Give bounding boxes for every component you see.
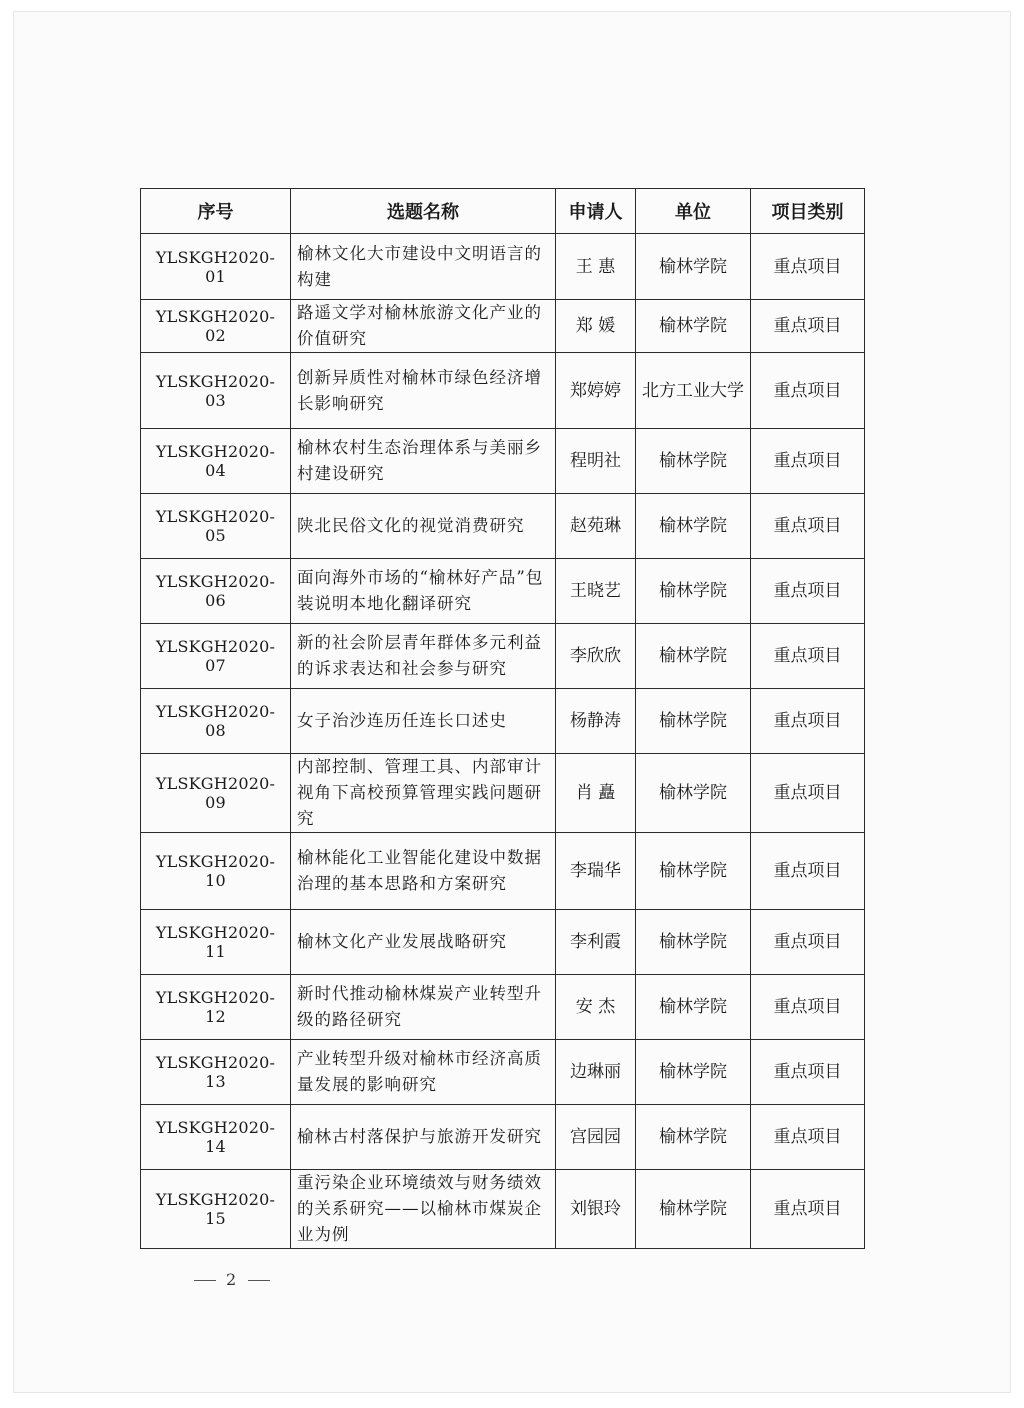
table-row [141, 1040, 865, 1105]
row-unit: 北方工业大学 [636, 353, 751, 429]
row-unit: 榆林学院 [636, 624, 751, 689]
row-applicant: 肖 矗 [556, 754, 636, 833]
row-id: YLSKGH2020-01 [141, 234, 291, 300]
row-unit: 榆林学院 [636, 910, 751, 975]
row-id: YLSKGH2020-09 [141, 754, 291, 833]
row-title: 陕北民俗文化的视觉消费研究 [291, 494, 556, 559]
row-id: YLSKGH2020-11 [141, 910, 291, 975]
row-type: 重点项目 [751, 353, 865, 429]
row-id: YLSKGH2020-07 [141, 624, 291, 689]
footer-dash-left [194, 1280, 216, 1281]
row-type: 重点项目 [751, 559, 865, 624]
table-row [141, 300, 865, 353]
row-id: YLSKGH2020-05 [141, 494, 291, 559]
row-title: 产业转型升级对榆林市经济高质量发展的影响研究 [291, 1040, 556, 1105]
row-type: 重点项目 [751, 1170, 865, 1249]
table-row [141, 754, 865, 833]
row-applicant: 边琳丽 [556, 1040, 636, 1105]
row-id: YLSKGH2020-13 [141, 1040, 291, 1105]
row-applicant: 王 惠 [556, 234, 636, 300]
row-id: YLSKGH2020-12 [141, 975, 291, 1040]
row-applicant: 杨静涛 [556, 689, 636, 754]
row-type: 重点项目 [751, 689, 865, 754]
row-unit: 榆林学院 [636, 833, 751, 910]
row-id: YLSKGH2020-02 [141, 300, 291, 353]
row-title: 榆林农村生态治理体系与美丽乡村建设研究 [291, 429, 556, 494]
row-title: 新时代推动榆林煤炭产业转型升级的路径研究 [291, 975, 556, 1040]
row-type: 重点项目 [751, 494, 865, 559]
row-id: YLSKGH2020-10 [141, 833, 291, 910]
header-unit: 单位 [636, 189, 751, 234]
header-type: 项目类别 [751, 189, 865, 234]
table-row [141, 910, 865, 975]
table-row [141, 429, 865, 494]
row-unit: 榆林学院 [636, 754, 751, 833]
row-applicant: 赵苑琳 [556, 494, 636, 559]
row-type: 重点项目 [751, 300, 865, 353]
header-applicant: 申请人 [556, 189, 636, 234]
table-row [141, 689, 865, 754]
row-type: 重点项目 [751, 754, 865, 833]
footer-dash-right [248, 1280, 270, 1281]
row-unit: 榆林学院 [636, 234, 751, 300]
row-applicant: 刘银玲 [556, 1170, 636, 1249]
table-row [141, 833, 865, 910]
row-applicant: 安 杰 [556, 975, 636, 1040]
project-table [140, 188, 865, 1249]
row-type: 重点项目 [751, 975, 865, 1040]
row-title: 女子治沙连历任连长口述史 [291, 689, 556, 754]
table-row [141, 559, 865, 624]
row-applicant: 李瑞华 [556, 833, 636, 910]
row-type: 重点项目 [751, 833, 865, 910]
row-applicant: 李欣欣 [556, 624, 636, 689]
row-id: YLSKGH2020-06 [141, 559, 291, 624]
row-id: YLSKGH2020-15 [141, 1170, 291, 1249]
row-type: 重点项目 [751, 624, 865, 689]
row-type: 重点项目 [751, 234, 865, 300]
row-title: 榆林能化工业智能化建设中数据治理的基本思路和方案研究 [291, 833, 556, 910]
row-applicant: 李利霞 [556, 910, 636, 975]
table-row [141, 353, 865, 429]
row-type: 重点项目 [751, 429, 865, 494]
row-title: 榆林文化产业发展战略研究 [291, 910, 556, 975]
table-row [141, 975, 865, 1040]
row-unit: 榆林学院 [636, 429, 751, 494]
row-applicant: 程明社 [556, 429, 636, 494]
row-title: 面向海外市场的“榆林好产品”包装说明本地化翻译研究 [291, 559, 556, 624]
table-row [141, 494, 865, 559]
row-type: 重点项目 [751, 1105, 865, 1170]
row-applicant: 王晓艺 [556, 559, 636, 624]
table-row [141, 1105, 865, 1170]
header-id: 序号 [141, 189, 291, 234]
row-title: 创新异质性对榆林市绿色经济增长影响研究 [291, 353, 556, 429]
row-unit: 榆林学院 [636, 1105, 751, 1170]
row-id: YLSKGH2020-08 [141, 689, 291, 754]
page-number: 2 [226, 1270, 239, 1289]
row-title: 榆林文化大市建设中文明语言的构建 [291, 234, 556, 300]
row-id: YLSKGH2020-14 [141, 1105, 291, 1170]
row-title: 路遥文学对榆林旅游文化产业的价值研究 [291, 300, 556, 353]
row-type: 重点项目 [751, 910, 865, 975]
row-unit: 榆林学院 [636, 300, 751, 353]
row-unit: 榆林学院 [636, 559, 751, 624]
row-unit: 榆林学院 [636, 689, 751, 754]
row-applicant: 郑婷婷 [556, 353, 636, 429]
row-unit: 榆林学院 [636, 494, 751, 559]
table-row [141, 1170, 865, 1249]
row-id: YLSKGH2020-04 [141, 429, 291, 494]
row-title: 内部控制、管理工具、内部审计视角下高校预算管理实践问题研究 [291, 754, 556, 833]
table-row [141, 234, 865, 300]
table-row [141, 624, 865, 689]
row-id: YLSKGH2020-03 [141, 353, 291, 429]
row-unit: 榆林学院 [636, 1040, 751, 1105]
row-unit: 榆林学院 [636, 975, 751, 1040]
page-footer [194, 1270, 270, 1289]
row-type: 重点项目 [751, 1040, 865, 1105]
row-title: 新的社会阶层青年群体多元利益的诉求表达和社会参与研究 [291, 624, 556, 689]
row-unit: 榆林学院 [636, 1170, 751, 1249]
table-header-row [141, 189, 865, 234]
row-applicant: 郑 媛 [556, 300, 636, 353]
header-title: 选题名称 [291, 189, 556, 234]
row-title: 重污染企业环境绩效与财务绩效的关系研究——以榆林市煤炭企业为例 [291, 1170, 556, 1249]
row-title: 榆林古村落保护与旅游开发研究 [291, 1105, 556, 1170]
row-applicant: 宫园园 [556, 1105, 636, 1170]
